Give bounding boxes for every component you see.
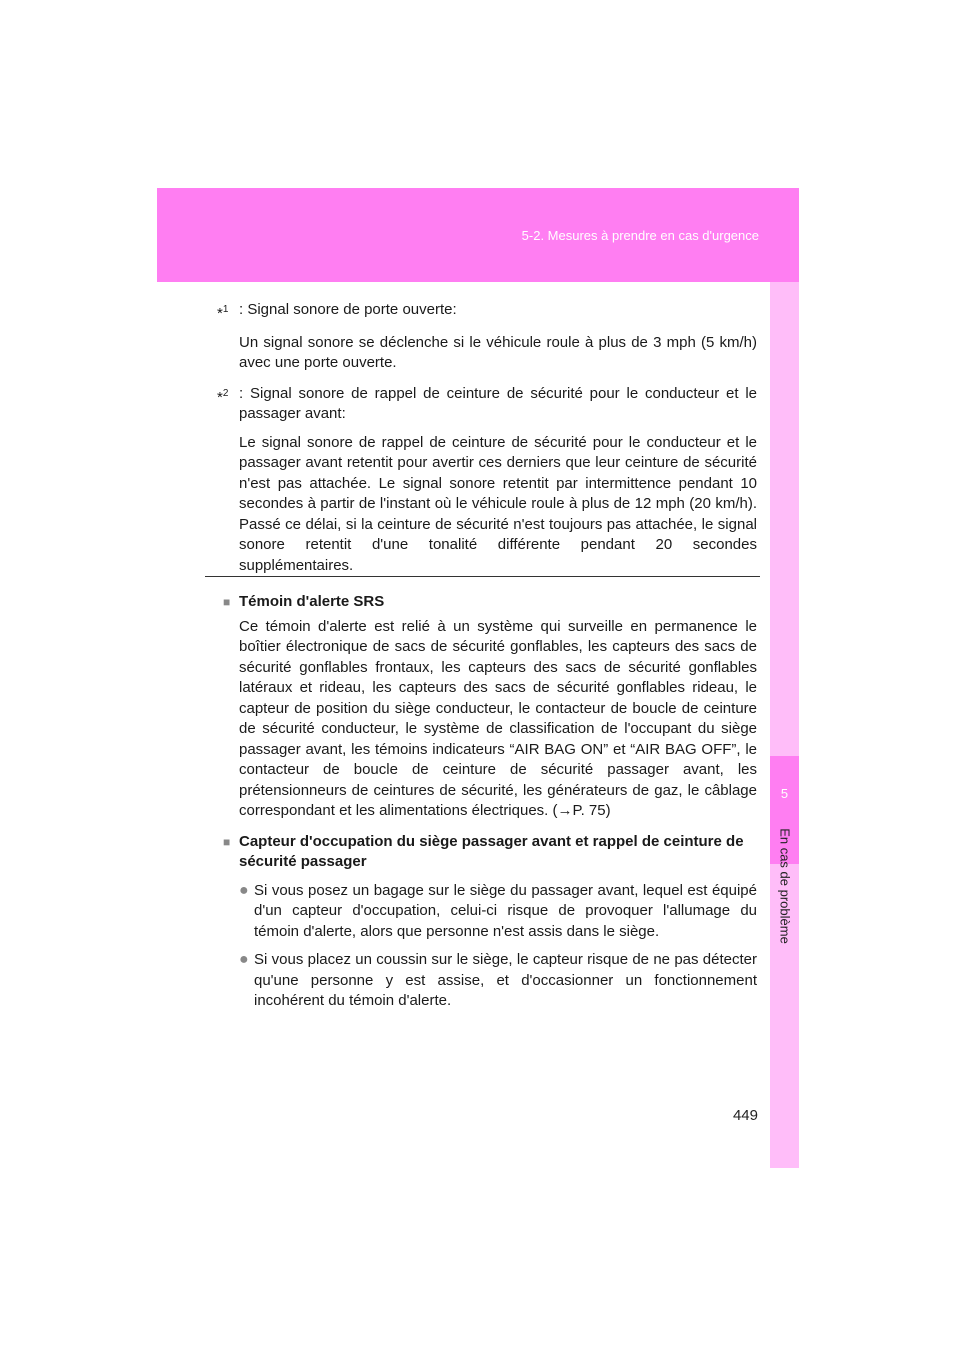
header-band — [157, 188, 799, 282]
divider — [205, 576, 760, 577]
side-tab — [770, 282, 799, 1168]
note-marker: *$^2$ — [217, 387, 229, 406]
page-number: 449 — [732, 1107, 758, 1124]
list-item — [223, 950, 757, 1012]
note-body: Le signal sonore de rappel de ceinture de sécurité pour le conducteur et le passager avant retentit pour avertir ces derniers que leur ceinture de sécurité n'est pas attachée. Le signal sonore retentit par intermittence pendant 10 secondes à partir de l'instant où le véhicule roule à plus de 12 mph (20 km/h). Passé ce délai, si la ceinture de sécurité n'est toujours pas attachée, le signal sonore retentit d'une tonalité différente pendant 20 secondes supplémentaires. — [239, 433, 757, 574]
chapter-label-container — [770, 816, 799, 956]
square-bullet-icon: ■ — [223, 595, 231, 609]
section-body: Ce témoin d'alerte est relié à un système qui surveille en permanence le boîtier électronique de sacs de sécurité gonflables, les capteurs des sacs de sécurité gonflables frontaux, les capteurs des sacs de sécurité gonflables latéraux et rideau, les capteurs des sacs de sécurité gonflables rideau, le capteur de position du siège conducteur, le contacteur de boucle de ceinture de sécurité conducteur, le système de classification de l'occupant du siège passager avant, les témoins indicateurs “AIR BAG ON” et “AIR BAG OFF”, le contacteur de boucle de ceinture de sécurité passager avant, les prétensionneurs de ceintures de sécurité, les générateurs de gaz, le câblage correspondant et les alimentations électriques. (→P. 75) — [239, 617, 757, 819]
section-srs-warning — [223, 592, 757, 822]
section-title: Capteur d'occupation du siège passager avant et rappel de ceinture de sécurité passager — [239, 832, 744, 870]
note-body: Un signal sonore se déclenche si le véhicule roule à plus de 3 mph (5 km/h) avec une porte ouverte. — [239, 333, 757, 371]
chapter-number: 5 — [780, 786, 789, 801]
note-marker: *$^1$ — [217, 304, 229, 322]
list-item-text: Si vous placez un coussin sur le siège, le capteur risque de ne pas détecter qu'une personne y est assise, et d'occasionner un fonctionnement incohérent du témoin d'alerte. — [254, 951, 757, 1009]
note-title: : Signal sonore de porte ouverte: — [239, 301, 457, 318]
note-2 — [217, 384, 757, 577]
notes — [217, 300, 757, 576]
list-item-text: Si vous posez un bagage sur le siège du passager avant, lequel est équipé d'un capteur d'occupation, celui-ci risque de provoquer l'allumage du témoin d'alerte, alors que personne n'est assis dans le siège. — [254, 881, 757, 940]
section-title: 5-2. Mesures à prendre en cas d'urgence — [521, 228, 759, 243]
circle-bullet-icon: ● — [239, 881, 249, 899]
section-occupant-sensor — [223, 832, 757, 1012]
square-bullet-icon: ■ — [223, 834, 231, 849]
note-title: : Signal sonore de rappel de ceinture de sécurité pour le conducteur et le passager avant: — [239, 384, 757, 422]
section-title: Témoin d'alerte SRS — [239, 593, 385, 610]
list-item — [223, 881, 757, 943]
sections — [223, 592, 757, 1012]
chapter-label: En cas de problème — [777, 828, 792, 944]
circle-bullet-icon: ● — [239, 951, 249, 968]
note-1 — [217, 300, 757, 374]
